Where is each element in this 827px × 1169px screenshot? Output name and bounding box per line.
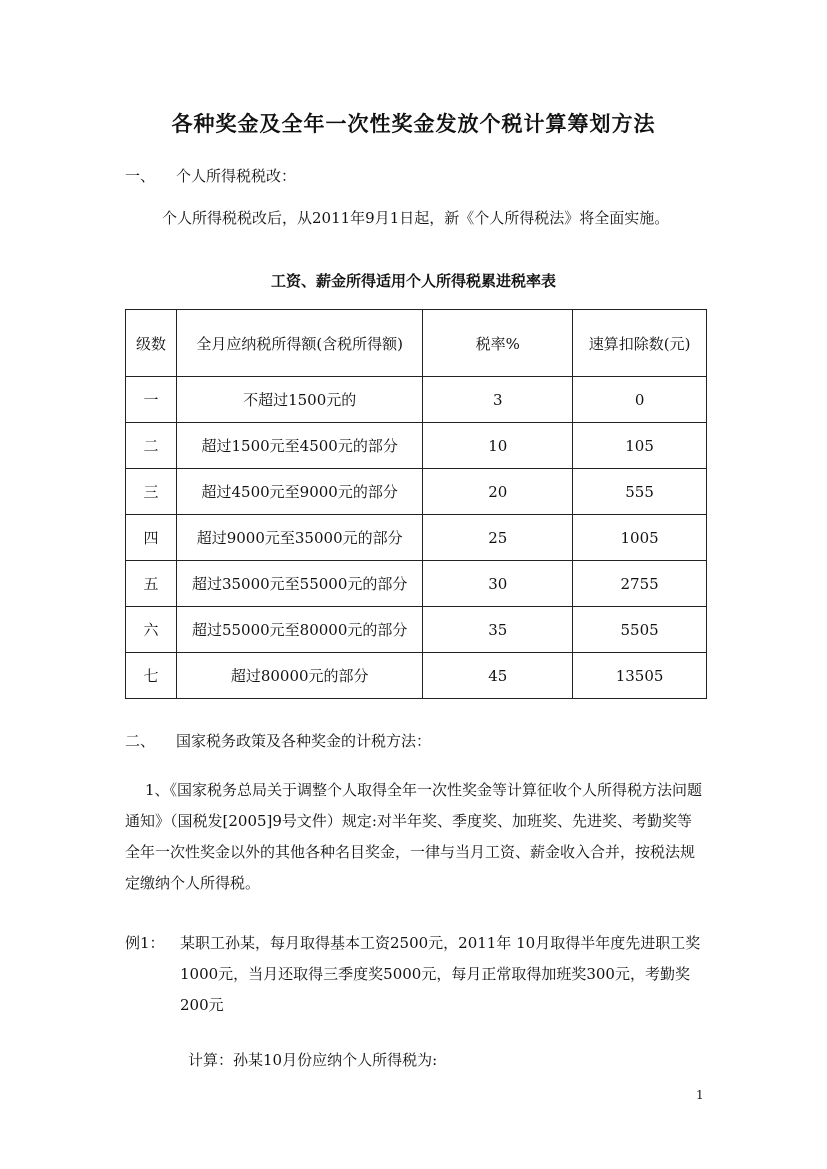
table-header-row (126, 310, 707, 377)
section2-number: 二、 (125, 732, 156, 750)
table-row (126, 423, 707, 469)
calculation-line: 计算：孙某10月份应纳个人所得税为: (188, 1051, 438, 1069)
section1-number: 一、 (125, 167, 156, 185)
cell-rate: 25 (423, 515, 573, 561)
page-number: 1 (696, 1088, 704, 1102)
tax-rate-table (125, 309, 707, 699)
cell-income: 超过35000元至55000元的部分 (176, 561, 423, 607)
intro-paragraph: 个人所得税税改后，从2011年9月1日起，新《个人所得税法》将全面实施。 (162, 209, 670, 227)
cell-deduction: 0 (573, 377, 707, 423)
cell-level: 四 (126, 515, 177, 561)
cell-deduction: 105 (573, 423, 707, 469)
policy-paragraph: 1、《国家税务总局关于调整个人取得全年一次性奖金等计算征收个人所得税方法问题通知》（国税发[2005]9号文件）规定:对半年奖、季度奖、加班奖、先进奖、考勤奖等全年一次性奖金以外的其他各种名目奖金，一律与当月工资、薪金收入合并，按税法规定缴纳个人所得税。 (125, 781, 703, 892)
header-quick-deduction: 速算扣除数(元) (573, 310, 707, 377)
example-text-content: 某职工孙某，每月取得基本工资2500元，2011年 10月取得半年度先进职工奖1000元，当月还取得三季度奖5000元，每月正常取得加班奖300元，考勤奖200元 (180, 934, 701, 1014)
cell-rate: 35 (423, 607, 573, 653)
cell-rate: 3 (423, 377, 573, 423)
cell-income: 超过4500元至9000元的部分 (176, 469, 423, 515)
cell-level: 一 (126, 377, 177, 423)
cell-deduction: 13505 (573, 653, 707, 699)
cell-deduction: 2755 (573, 561, 707, 607)
section1-heading: 个人所得税税改： (176, 167, 297, 185)
cell-deduction: 1005 (573, 515, 707, 561)
example-label: 例1： (125, 934, 165, 952)
header-tax-rate: 税率% (423, 310, 573, 377)
cell-income: 超过1500元至4500元的部分 (176, 423, 423, 469)
page-title: 各种奖金及全年一次性奖金发放个税计算筹划方法 (171, 111, 656, 136)
cell-rate: 20 (423, 469, 573, 515)
cell-income: 超过9000元至35000元的部分 (176, 515, 423, 561)
cell-level: 六 (126, 607, 177, 653)
table-row (126, 515, 707, 561)
cell-income: 超过55000元至80000元的部分 (176, 607, 423, 653)
header-level: 级数 (126, 310, 177, 377)
cell-income: 不超过1500元的 (176, 377, 423, 423)
cell-income: 超过80000元的部分 (176, 653, 423, 699)
table-caption: 工资、薪金所得适用个人所得税累进税率表 (270, 272, 556, 290)
cell-level: 五 (126, 561, 177, 607)
cell-rate: 10 (423, 423, 573, 469)
cell-rate: 45 (423, 653, 573, 699)
section2-heading: 国家税务政策及各种奖金的计税方法： (176, 732, 432, 750)
cell-rate: 30 (423, 561, 573, 607)
table-row (126, 561, 707, 607)
header-taxable-income: 全月应纳税所得额(含税所得额) (176, 310, 423, 377)
table-row (126, 653, 707, 699)
cell-level: 三 (126, 469, 177, 515)
cell-deduction: 555 (573, 469, 707, 515)
cell-level: 七 (126, 653, 177, 699)
table-row (126, 377, 707, 423)
table-row (126, 607, 707, 653)
cell-deduction: 5505 (573, 607, 707, 653)
example-text (180, 928, 708, 1021)
cell-level: 二 (126, 423, 177, 469)
table-row (126, 469, 707, 515)
